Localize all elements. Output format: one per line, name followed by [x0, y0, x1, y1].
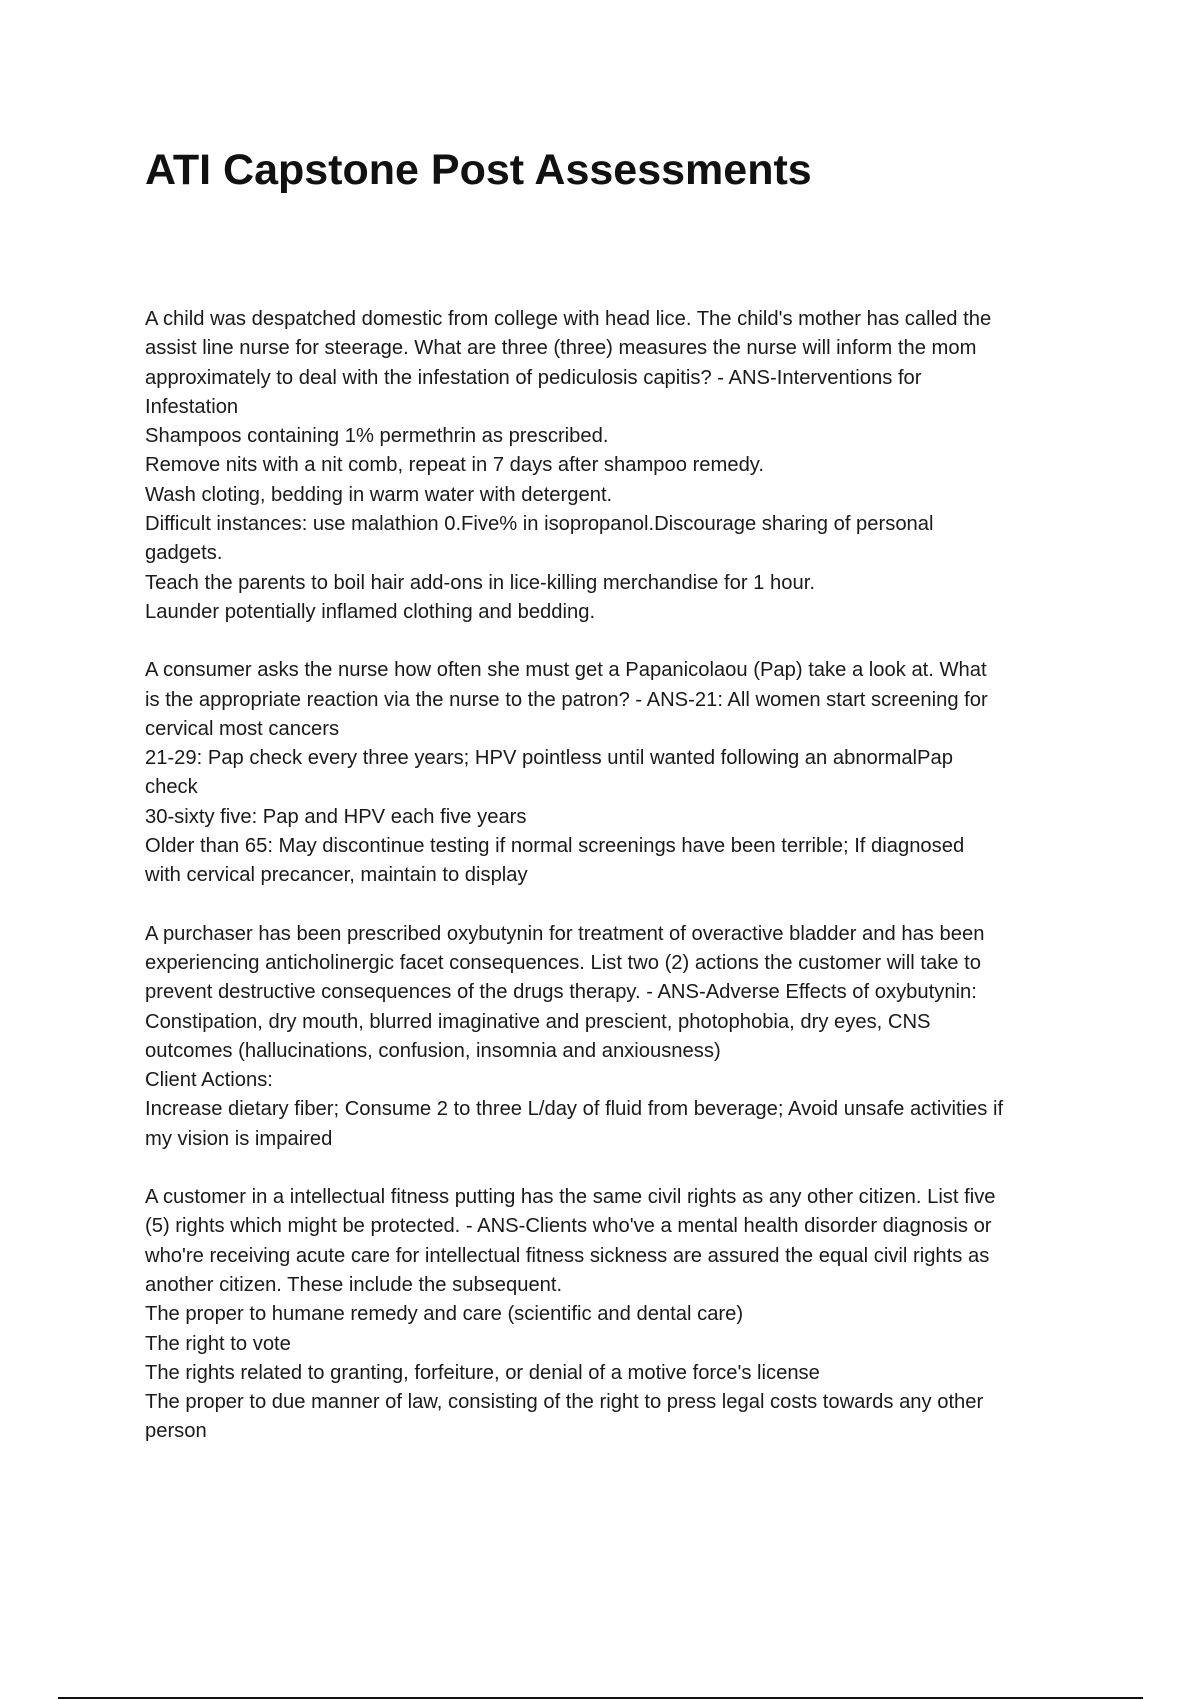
text-line: who're receiving acute care for intellectual fitness sickness are assured the equal civil rights as — [145, 1244, 990, 1267]
text-line: Constipation, dry mouth, blurred imaginative and prescient, photophobia, dry eyes, CNS — [145, 1010, 931, 1033]
text-line: The rights related to granting, forfeiture, or denial of a motive force's license — [145, 1361, 820, 1384]
text-line: The proper to due manner of law, consisting of the right to press legal costs towards any other — [145, 1391, 984, 1414]
text-line: prevent destructive consequences of the drugs therapy. - ANS-Adverse Effects of oxybutynin: — [145, 981, 977, 1004]
text-line: Teach the parents to boil hair add-ons in lice-killing merchandise for 1 hour. — [145, 571, 815, 594]
text-line: Launder potentially inflamed clothing and bedding. — [145, 600, 596, 623]
text-line: my vision is impaired — [145, 1127, 333, 1150]
text-line: experiencing anticholinergic facet consequences. List two (2) actions the customer will take to — [145, 951, 981, 974]
text-line: cervical most cancers — [145, 717, 340, 740]
text-line: The proper to humane remedy and care (scientific and dental care) — [145, 1303, 744, 1326]
text-line: A child was despatched domestic from college with head lice. The child's mother has called the — [145, 308, 992, 330]
text-line: outcomes (hallucinations, confusion, insomnia and anxiousness) — [145, 1039, 721, 1062]
text-line: 30-sixty five: Pap and HPV each five years — [145, 805, 527, 828]
text-line: person — [145, 1420, 207, 1443]
qa-item-pap-test — [145, 656, 1095, 890]
document-title: ATI Capstone Post Assessments — [145, 146, 812, 194]
text-line: gadgets. — [145, 542, 223, 565]
text-line: is the appropriate reaction via the nurse to the patron? - ANS-21: All women start screening for — [145, 688, 988, 711]
text-line: check — [145, 776, 198, 799]
text-line: Client Actions: — [145, 1069, 273, 1092]
page-bottom-divider — [58, 1697, 1143, 1699]
text-line: A customer in a intellectual fitness putting has the same civil rights as any other citizen. List five — [145, 1186, 996, 1209]
text-line: Increase dietary fiber; Consume 2 to three L/day of fluid from beverage; Avoid unsafe activities if — [145, 1098, 1004, 1121]
qa-item-head-lice — [145, 305, 1095, 627]
text-line: approximately to deal with the infestation of pediculosis capitis? - ANS-Interventions for — [145, 366, 922, 389]
text-line: with cervical precancer, maintain to display — [145, 864, 528, 887]
qa-item-civil-rights — [145, 1183, 1095, 1447]
text-line: 21-29: Pap check every three years; HPV pointless until wanted following an abnormalPap — [145, 747, 953, 770]
text-line: Shampoos containing 1% permethrin as prescribed. — [145, 425, 609, 448]
text-line: another citizen. These include the subsequent. — [145, 1273, 563, 1296]
qa-item-oxybutynin — [145, 920, 1095, 1154]
text-line: Wash cloting, bedding in warm water with detergent. — [145, 483, 613, 506]
text-line: Difficult instances: use malathion 0.Five% in isopropanol.Discourage sharing of personal — [145, 513, 934, 536]
text-line: The right to vote — [145, 1332, 291, 1355]
text-line: Infestation — [145, 395, 239, 418]
text-line: A purchaser has been prescribed oxybutynin for treatment of overactive bladder and has been — [145, 922, 985, 945]
text-line: Remove nits with a nit comb, repeat in 7 days after shampoo remedy. — [145, 454, 765, 477]
document-body — [145, 305, 1095, 1447]
text-line: A consumer asks the nurse how often she must get a Papanicolaou (Pap) take a look at. What — [145, 659, 987, 682]
text-line: (5) rights which might be protected. - ANS-Clients who've a mental health disorder diagnosis or — [145, 1215, 992, 1238]
text-line: assist line nurse for steerage. What are three (three) measures the nurse will inform the mom — [145, 337, 977, 360]
text-line: Older than 65: May discontinue testing if normal screenings have been terrible; If diagnosed — [145, 835, 965, 858]
